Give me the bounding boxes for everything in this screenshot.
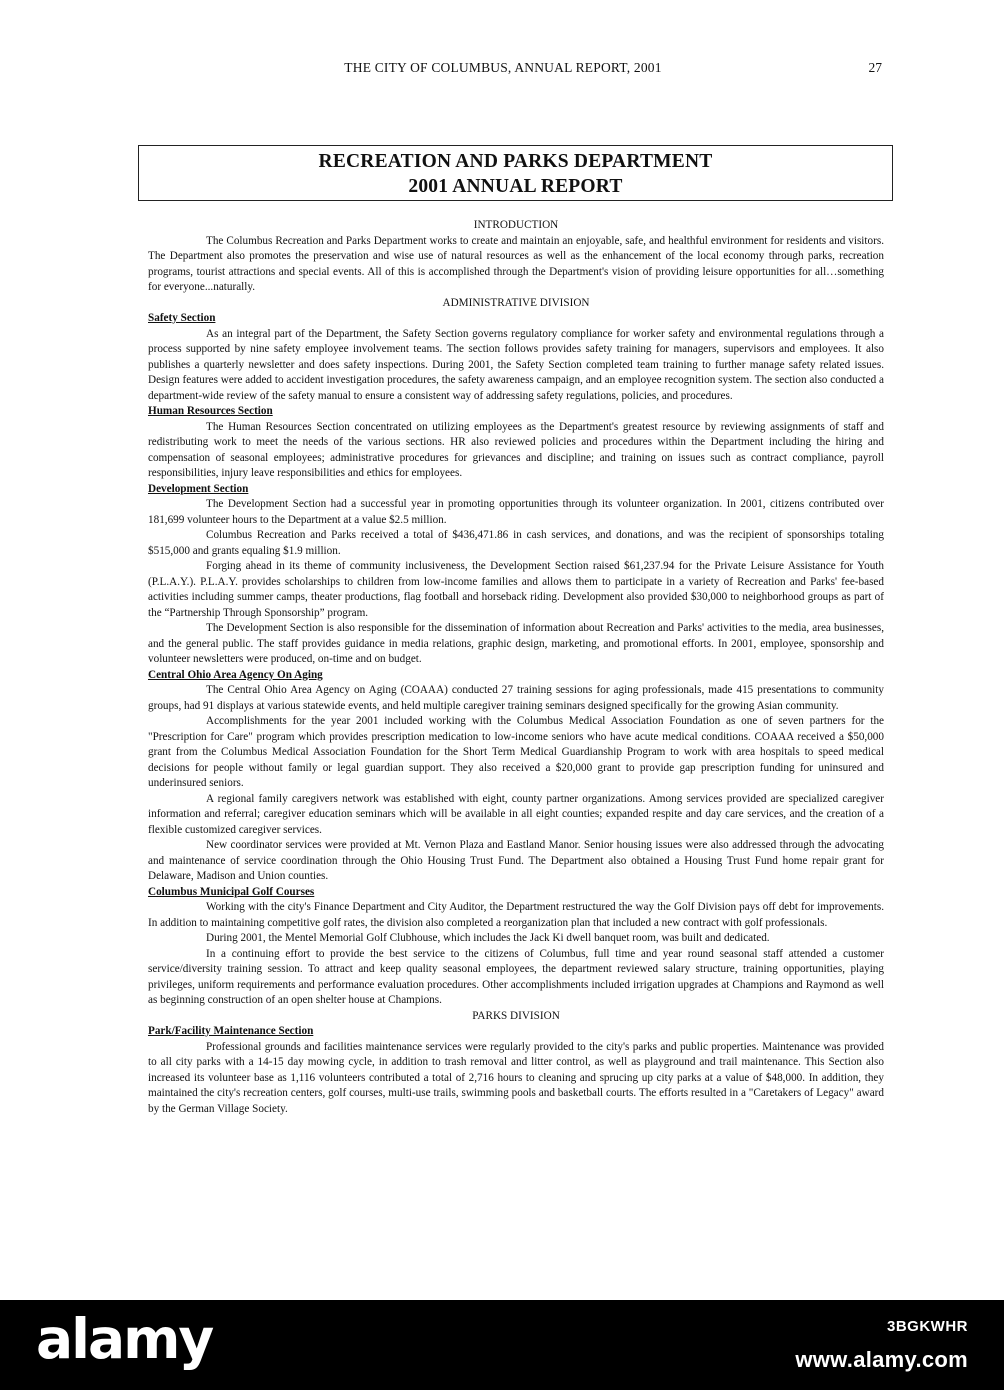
section-paragraph: Columbus Recreation and Parks received a total of $436,471.86 in cash services, and donations, and was the recipient of sponsorships totaling $515,000 and grants equaling $1.9 million. xyxy=(148,529,884,557)
aging-agency-section xyxy=(148,668,884,885)
stock-watermark-bar xyxy=(0,1300,1004,1390)
safety-section xyxy=(148,311,884,404)
report-subtitle: 2001 ANNUAL REPORT xyxy=(408,176,623,197)
section-paragraph: During 2001, the Mentel Memorial Golf Clubhouse, which includes the Jack Ki dwell banquet room, was built and dedicated. xyxy=(206,932,770,944)
section-heading: Central Ohio Area Agency On Aging xyxy=(148,668,323,681)
section-paragraph: The Development Section is also responsible for the dissemination of information about Recreation and Parks' activities to the media, area businesses, and the general public. The staff provides guidance in media relations, graphic design, marketing, and promotional efforts. In 2001, employee, sponsorship and volunteer newsletters were produced, on-time and on budget. xyxy=(148,622,884,665)
introduction-paragraph: The Columbus Recreation and Parks Department works to create and maintain an enjoyable, safe, and healthful environment for residents and visitors. The Department also promotes the preservation and wise use of natural resources as well as the enhancement of the local economy through parks, recreation programs, tourist attractions and special events. All of this is accomplished through the Department's vision of providing leisure opportunities for all…something for everyone...naturally. xyxy=(148,234,884,293)
section-paragraph: Professional grounds and facilities maintenance services were regularly provided to the city's parks and public properties. Maintenance was provided to all city parks with a 14-15 day mowing cycle, in addition to trash removal and litter control, as well as playground and trail maintenance. This Section also increased its volunteer base as 1,116 volunteers contributed a total of 2,716 hours to cleaning and sprucing up city parks at a value of $48,000. In addition, they maintained the city's recreation centers, golf courses, multi-use trails, swimming pools and basketball courts. The efforts resulted in a "Caretakers of Legacy" award by the German Village Society. xyxy=(148,1040,884,1115)
parks-division-heading: PARKS DIVISION xyxy=(472,1009,560,1022)
section-heading: Columbus Municipal Golf Courses xyxy=(148,885,315,898)
human-resources-section xyxy=(148,404,884,482)
report-title: RECREATION AND PARKS DEPARTMENT xyxy=(318,151,713,172)
section-paragraph: Accomplishments for the year 2001 included working with the Columbus Medical Association Foundation as one of seven partners for the "Prescription for Care" program which provides prescription medication to low-income seniors who have acute medical conditions. COAAA received a $50,000 grant from the Columbus Medical Association Foundation for the Short Term Medical Guardianship Program to work with area hospitals to speed medical decisions for people without family or legal guardian support. They also received a $20,000 grant to provide gap prescription funding for uninsured and underinsured seniors. xyxy=(148,715,884,789)
section-heading: Development Section xyxy=(148,482,249,495)
image-id: 3BGKWHR xyxy=(887,1318,968,1335)
golf-courses-section xyxy=(148,885,884,1009)
section-heading: Human Resources Section xyxy=(148,405,273,417)
section-paragraph: New coordinator services were provided at Mt. Vernon Plaza and Eastland Manor. Senior housing issues were also addressed through the advocating and maintenance of service coordination through the Ohio Housing Trust Fund. The Department also obtained a Housing Trust Fund home repair grant for Delaware, Madison and Union counties. xyxy=(148,839,884,882)
section-paragraph: The Central Ohio Area Agency on Aging (COAAA) conducted 27 training sessions for aging professionals, made 415 presentations to community groups, had 91 displays at various statewide events, and held multiple caregiver training seminars designed specifically for the growing Asian community. xyxy=(148,684,884,712)
development-section xyxy=(148,482,884,668)
administrative-division-heading: ADMINISTRATIVE DIVISION xyxy=(442,296,590,309)
section-paragraph: As an integral part of the Department, the Safety Section governs regulatory compliance for worker safety and environmental regulations through a process supported by nine safety employee involvement teams. The section follows provides safety training for managers, supervisors and employees. It also publishes a quarterly newsletter and does safety inspections. During 2001, the Safety Section completed team training to further manage safety related issues. Design features were added to accident investigation procedures, the safety awareness campaign, and an employee recognition system. The section also conducted a department-wide review of the safety manual to ensure a consistent way of addressing safety regulations, policies, and procedures. xyxy=(148,327,884,402)
section-paragraph: A regional family caregivers network was established with eight, county partner organizations. Among services provided are specialized caregiver information and referral; caregiver education seminars which will be available in all eight counties; expanded respite and day care services, and the creation of a flexible customized caregiver services. xyxy=(148,792,884,836)
maintenance-section xyxy=(148,1024,884,1117)
alamy-logo: alamy xyxy=(36,1307,213,1371)
section-paragraph: The Development Section had a successful year in promoting opportunities through its volunteer organization. In 2001, citizens contributed over 181,699 volunteer hours to the Department at a value $2.5 million. xyxy=(148,498,884,526)
section-paragraph: Working with the city's Finance Department and City Auditor, the Department restructured the way the Golf Division pays off debt for improvements. In addition to maintaining competitive golf rates, the division also completed a reorganization plan that included a new contract with golf professionals. xyxy=(148,901,884,929)
site-url: www.alamy.com xyxy=(795,1347,968,1372)
report-body xyxy=(148,218,884,1117)
section-paragraph: In a continuing effort to provide the best service to the citizens of Columbus, full time and year round seasonal staff attended a customer service/diversity training session. To attract and keep quality seasonal employees, the department reviewed salary structure, training opportunities, playing privileges, uniform requirements and performance evaluation procedures. Other accomplishments included irrigation upgrades at Champions and Raymond as well as beginning construction of an open shelter house at Champions. xyxy=(148,947,884,1006)
section-paragraph: The Human Resources Section concentrated on utilizing employees as the Department's greatest resource by reviewing assignments of staff and redistributing work to meet the needs of the various sections. HR also reviewed policies and procedures within the Department including the hiring and compensation of seasonal employees; administrative procedures for grievances and discipline; and training on issues such as contract compliance, payroll responsibilities, injury leave responsibilities and ethics for employees. xyxy=(148,420,884,479)
running-title: THE CITY OF COLUMBUS, ANNUAL REPORT, 2001 xyxy=(344,60,662,75)
section-heading: Park/Facility Maintenance Section xyxy=(148,1025,314,1037)
section-heading: Safety Section xyxy=(148,312,216,324)
section-paragraph: Forging ahead in its theme of community inclusiveness, the Development Section raised $61,237.94 for the Private Leisure Assistance for Youth (P.L.A.Y.). P.L.A.Y. provides scholarships to children from low-income families and allows them to participate in a variety of Recreation and Parks' fee-based activities including summer camps, theater productions, flag football and horseback riding. Development also provided $30,000 to neighborhood groups as part of the “Partnership Through Sponsorship” program. xyxy=(148,560,884,619)
page-number: 27 xyxy=(868,60,882,75)
running-header xyxy=(148,60,882,80)
introduction-heading: INTRODUCTION xyxy=(473,219,559,231)
title-box xyxy=(138,145,893,201)
